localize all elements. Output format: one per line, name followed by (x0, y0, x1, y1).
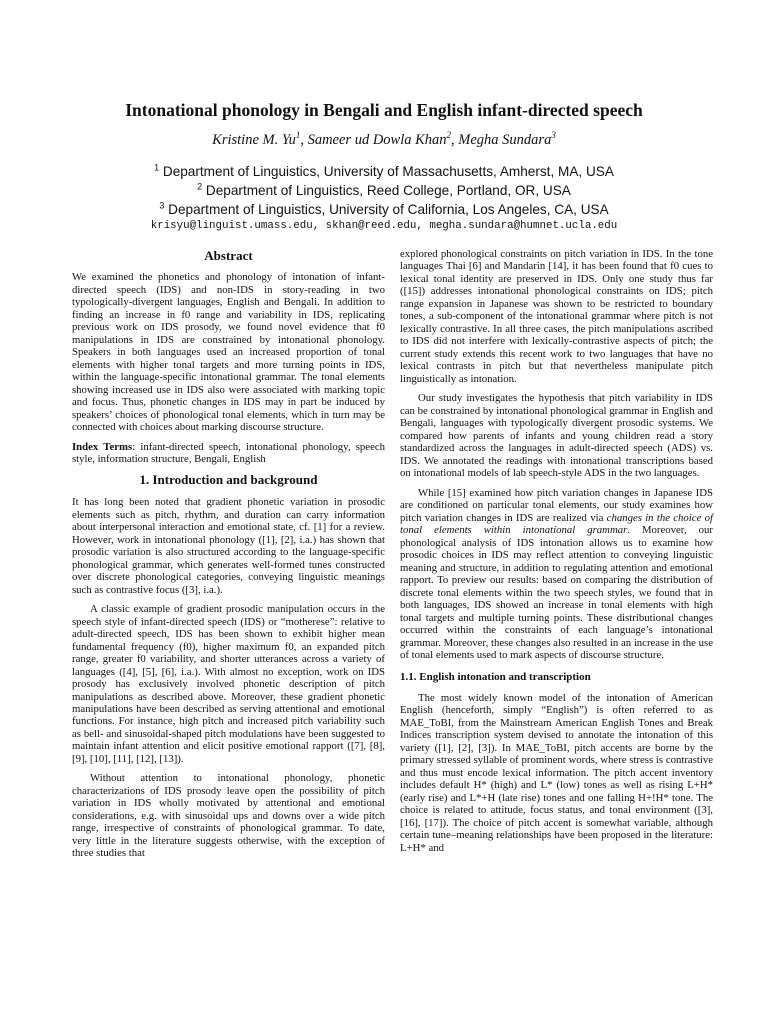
paragraph: Our study investigates the hypothesis that pitch variability in IDS can be constrained by intonational phonological grammar in English and Bengali, languages with typologically divergent prosodic systems. We compared how parents of infants and young children read a story standardized across the languages in adult-directed speech (ADS) vs. IDS. We annotated the readings with intonational transcriptions based on intonational models of lab speech-style ADS in the two languages. (400, 392, 713, 480)
author-list: Kristine M. Yu$^1$, Sameer ud Dowla Khan$^2$, Megha Sundara$^3$ (212, 130, 556, 148)
affiliation: $^2$ Department of Linguistics, Reed College, Portland, OR, USA (197, 181, 571, 198)
paper-title: Intonational phonology in Bengali and English infant-directed speech (125, 100, 643, 120)
author-name: Sameer ud Dowla Khan (307, 132, 447, 148)
index-terms (72, 441, 385, 466)
author-name: Kristine M. Yu (212, 132, 296, 148)
paragraph: Without attention to intonational phonology, phonetic characterizations of IDS prosody leave open the possibility of pitch variation in IDS wholly motivated by attentional and emotional considerations, e.g. with sinusoidal ups and downs over a wide pitch range, irrespective of constraints of phonological grammar. To date, very little in the literature suggests otherwise, with the exception of three studies that (72, 772, 385, 860)
paragraph: It has long been noted that gradient phonetic variation in prosodic elements such as pitch, rhythm, and duration can carry information about interpersonal interaction and emotional state, cf. [1] for a review. However, work in intonational phonology ([1], [2], i.a.) has shown that prosodic variation is also structured according to the language-specific phonological grammar, which generates well-formed tunes constructed over discrete phonological categories, conveying linguistic meanings such as contrastive focus ([3], i.a.). (72, 496, 385, 596)
paragraph: While [15] examined how pitch variation changes in Japanese IDS are conditioned on particular tonal elements, our study examines how pitch variation changes in IDS are realized via changes in the choice of tonal elements within intonational grammar. Moreover, our phonological analysis of IDS intonation allows us to examine how prosodic choices in IDS may reflect attention to conveying linguistic meaning and structure, in addition to regulating attention and emotional rapport. To preview our results: based on comparing the distribution of discrete tonal elements within the two speech styles, we found that in both languages, IDS showed an increase in tonal elements with high tonal targets and multiple turning points. These distributional changes occurred within the constraints of each language’s intonational grammar. Moreover, these changes also resulted in an increase in the use of tonal elements used to mark aspects of discourse structure. (400, 486, 713, 662)
affiliation: $^3$ Department of Linguistics, University of California, Los Angeles, CA, USA (159, 200, 609, 217)
affiliation-list (0, 162, 768, 219)
left-column (72, 250, 385, 860)
affiliation: $^1$ Department of Linguistics, University of Massachusetts, Amherst, MA, USA (154, 162, 614, 179)
author-affil-mark: 2 (446, 130, 452, 141)
paragraph: A classic example of gradient prosodic manipulation occurs in the speech style of infant-directed speech (IDS) or “motherese”: relative to adult-directed speech, IDS has been shown to exhibit higher mean fundamental frequency (f0), higher maximum f0, an expanded pitch range, greater f0 variability, and shorter utterances across a variety of languages ([4], [5], [6], i.a.). With almost no exception, work on IDS prosody has exclusively involved phonetic description of pitch manipulations as described above. Moreover, these gradient phonetic manipulations have been described as serving attentional and emotional functions. For instance, high pitch and increased pitch variability such as bell- and sinusoidal-shaped pitch modulations have been suggested to maintain infant attention and elicit positive emotional rapport ([7], [8], [9], [10], [11], [12], [13]). (72, 603, 385, 765)
index-terms-list: : infant-directed speech, intonational phonology, speech style, information structure, Bengali, English (72, 440, 385, 466)
paragraph: explored phonological constraints on pitch variation in IDS. In the tone languages Thai [6] and Mandarin [14], it has been found that f0 cues to lexical tonal identity are preserved in IDS. Only one study thus far ([15]) addresses intonational phonological constraints on IDS; pitch range expansion in Japanese was shown to be restricted to boundary tones, a sub-component of the intonational grammar where pitch is not lexically contrastive. In all three cases, the pitch manipulations ascribed to IDS did not interfere with lexically-contrastive aspects of pitch; the current study extends this recent work to two languages that have no lexical contrasts in pitch but that nevertheless manipulate pitch linguistically as intonation. (400, 248, 713, 385)
section-heading-introduction: 1. Introduction and background (139, 471, 318, 487)
author-affil-mark: 1 (295, 130, 301, 141)
abstract-heading: Abstract (204, 248, 253, 263)
author-emails: krisyu@linguist.umass.edu, skhan@reed.edu, megha.sundara@humnet.ucla.edu (150, 220, 618, 232)
author-affil-mark: 3 (551, 130, 556, 141)
right-column (400, 248, 713, 854)
emphasized-text: changes in the choice of tonal elements within intonational grammar (400, 511, 713, 537)
index-terms-label: Index Terms (72, 440, 133, 453)
subsection-heading-english-intonation: 1.1. English intonation and transcription (400, 670, 591, 683)
abstract-text: We examined the phonetics and phonology of intonation of infant-directed speech (IDS) and non-IDS in story-reading in two typologically-divergent languages, English and Bengali. In addition to finding an increase in f0 range and variability in IDS, replicating previous work on IDS prosody, we found novel evidence that f0 manipulations in IDS are constrained by intonational phonology. Speakers in both languages used an increased proportion of tonal elements with higher tonal targets and more turning points in IDS, within the language-specific intonational grammar. The tonal elements showing increased use in IDS also were associated with marking topic and focus. Thus, phonetic changes in IDS may in part be induced by speakers’ choices of phonological tonal elements, which in turn may be connected with choices about marking discourse structure. (72, 271, 385, 434)
paragraph: The most widely known model of the intonation of American English (henceforth, simply “English”) is often referred to as MAE_ToBI, from the Mainstream American English Tones and Break Indices transcription system devised to annotate the intonation of this variety ([1], [2], [3]). In MAE_ToBI, pitch accents are borne by the primary stressed syllable of prominent words, where stress is contrastive and thus must encode lexical information. The pitch accent inventory includes default H* (high) and L* (low) tones as well as rising L+H* (early rise) and L*+H (late rise) tones and one falling H+!H* tone. The choice is related to attitude, focus status, and tonal environment ([3], [16], [17]). The choice of pitch accent is somewhat variable, although certain tune–meaning relationships have been proposed in the literature: L+H* and (400, 691, 713, 854)
author-name: Megha Sundara (458, 132, 552, 148)
